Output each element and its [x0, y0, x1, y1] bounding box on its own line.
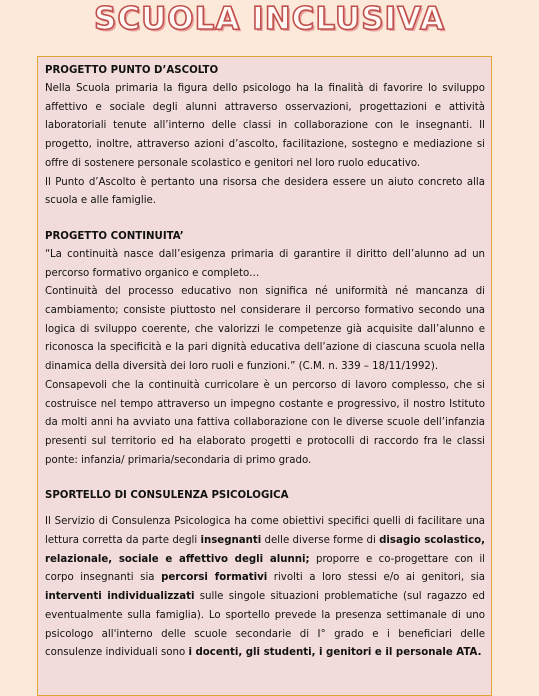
section-heading-punto-ascolto: PROGETTO PUNTO D’ASCOLTO — [45, 65, 219, 76]
content-box — [37, 56, 492, 696]
paragraph: Continuità del processo educativo non significa né uniformità né mancanza di cambiamento; consiste piuttosto nel considerare il percorso formativo secondo una logica di sviluppo coerente, che valorizzi le competenze già acquisite dall’alunno e riconosca la specificità e la pari dignità educativa dell’azione di ciascuna scuola nella dinamica della diversità dei loro ruoli e funzioni.” (C.M. n. 339 – 18/11/1992). — [45, 286, 485, 373]
bold-text-run: percorsi formativi — [161, 572, 268, 584]
paragraph: Consapevoli che la continuità curricolare è un percorso di lavoro complesso, che si costruisce nel tempo attraverso un impegno costante e progressivo, il nostro Istituto da molti anni ha avviato una fattiva collaborazione con le diverse scuole dell’infanzia presenti sul territorio ed ha elaborato progetti e protocolli di raccordo fra le classi ponte: infanzia/ primaria/secondaria di primo grado. — [45, 379, 485, 466]
page-title: SCUOLA INCLUSIVA — [94, 1, 445, 37]
paragraph-sportello — [45, 513, 485, 663]
section-heading-continuita: PROGETTO CONTINUITA’ — [45, 230, 184, 242]
bold-text-run: interventi individualizzati — [45, 591, 195, 603]
text-run: Il Servizio di Consulenza Psicologica ha come obiettivi specifici quelli di facilitare una lettura corretta da parte degli — [45, 516, 485, 547]
text-run: rivolti a loro stessi e/o ai genitori, sia — [267, 572, 485, 584]
text-run: proporre e co-progettare con il corpo insegnanti sia — [45, 553, 485, 584]
paragraph: “La continuità nasce dall’esigenza primaria di garantire il diritto dell’alunno ad un percorso formativo organico e completo… — [45, 248, 485, 279]
bold-text-run: insegnanti — [200, 535, 262, 547]
paragraph: Nella Scuola primaria la figura dello psicologo ha la finalità di favorire lo sviluppo affettivo e sociale degli alunni attraverso osservazioni, progettazioni e attività laboratoriali tenute all’interno delle classi in collaborazione con le insegnanti. Il progetto, inoltre, attraverso azioni d’ascolto, facilitazione, sostegno e mediazione si offre di sostenere personale scolastico e genitori nel loro ruolo educativo. — [45, 83, 485, 169]
section-heading-sportello: SPORTELLO DI CONSULENZA PSICOLOGICA — [45, 490, 289, 502]
bold-text-run: i docenti, gli studenti, i genitori e il personale ATA. — [188, 647, 482, 659]
text-run: delle diverse forme di — [261, 535, 380, 547]
bold-text-run: disagio scolastico, relazionale, sociale e affettivo degli alunni; — [45, 535, 486, 565]
text-run: sulle singole situazioni problematiche (sul ragazzo ed eventualmente sulla famiglia). Lo sportello prevede la presenza settimanale di uno psicologo all'interno delle scuole secondarie di I° grado e i beneficiari delle consulenze individuali sono — [45, 591, 485, 659]
paragraph: Il Punto d’Ascolto è pertanto una risorsa che desidera essere un aiuto concreto alla scuola e alle famiglie. — [45, 176, 485, 207]
